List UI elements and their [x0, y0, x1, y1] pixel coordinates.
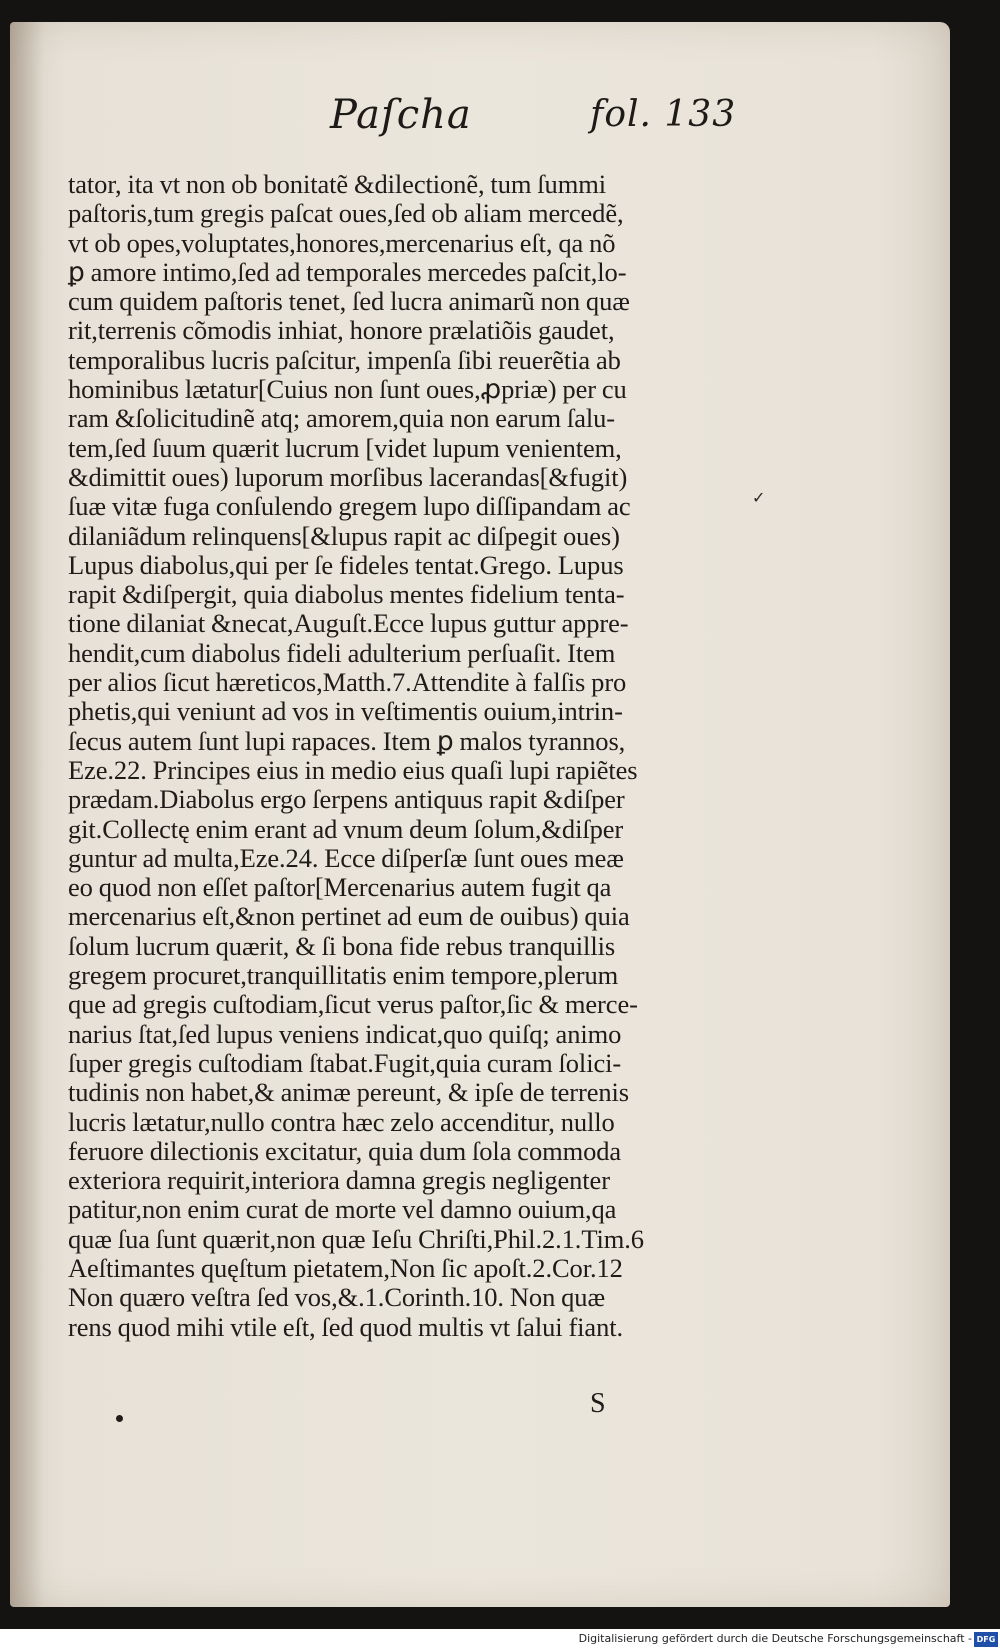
- text-line: mercenarius eſt,&non pertinet ad eum de ouibus) quia: [68, 901, 630, 932]
- text-line: cum quidem paſtoris tenet, ſed lucra animarũ non quæ: [68, 286, 630, 317]
- text-line: prædam.Diabolus ergo ſerpens antiquus rapit &diſper: [68, 784, 625, 815]
- text-line: &dimittit oues) luporum morſibus lacerandas[&fugit): [68, 461, 628, 492]
- text-line: patitur,non enim curat de morte vel damno ouium,qa: [68, 1194, 617, 1225]
- text-line: per alios ſicut hæreticos,Matth.7.Attendite à falſis pro: [68, 667, 627, 698]
- text-line: feruore dilectionis excitatur, quia dum ſola commoda: [68, 1135, 622, 1166]
- text-line: dilaniãdum relinquens[&lupus rapit ac diſpegit oues): [68, 520, 620, 551]
- ink-dot: [116, 1415, 123, 1422]
- text-line: que ad gregis cuſtodiam,ſicut verus paſtor,ſic & merce-: [68, 989, 638, 1020]
- dfg-logo-icon: DFG: [974, 1632, 998, 1647]
- folio-number: fol. 133: [590, 94, 737, 135]
- text-line: tator, ita vt non ob bonitatẽ &dilectionẽ, tum ſummi: [68, 169, 606, 199]
- text-line: lucris lætatur,nullo contra hæc zelo accenditur, nullo: [68, 1106, 615, 1137]
- running-head-title: Paſcha: [330, 92, 472, 138]
- text-line: rit,terrenis cõmodis inhiat, honore prælatiõis gaudet,: [68, 315, 615, 346]
- body-text: [68, 170, 748, 1342]
- digitization-footer: [0, 1629, 1000, 1651]
- text-line: Aeſtimantes quęſtum pietatem,Non ſic apoſt.2.Cor.12: [68, 1252, 623, 1283]
- text-line: paſtoris,tum gregis paſcat oues,ſed ob aliam mercedẽ,: [68, 198, 624, 229]
- text-line: ꝑ amore intimo,ſed ad temporales mercedes paſcit,lo-: [68, 256, 627, 287]
- margin-mark: ✓: [752, 488, 766, 507]
- text-line: phetis,qui veniunt ad vos in veſtimentis ouium,intrin-: [68, 696, 623, 727]
- text-line: ſuper gregis cuſtodiam ſtabat.Fugit,quia curam ſolici-: [68, 1047, 622, 1078]
- text-line: eo quod non eſſet paſtor[Mercenarius autem fugit qa: [68, 872, 612, 903]
- text-line: rens quod mihi vtile eſt, ſed quod multis vt ſalui fiant.: [68, 1311, 624, 1342]
- text-line: rapit &diſpergit, quia diabolus mentes fidelium tenta-: [68, 579, 625, 610]
- text-line: narius ſtat,ſed lupus veniens indicat,quo quiſq; animo: [68, 1018, 622, 1049]
- text-line: hominibus lætatur[Cuius non ſunt oues,ꝓpriæ) per cu: [68, 374, 627, 405]
- text-line: Eze.22. Principes eius in medio eius quaſi lupi rapiẽtes: [68, 754, 638, 785]
- text-line: ſolum lucrum quærit, & ſi bona fide rebus tranquillis: [68, 930, 616, 961]
- text-line: git.Collectę enim erant ad vnum deum ſolum,&diſper: [68, 813, 624, 844]
- text-line: Lupus diabolus,qui per ſe fideles tentat.Grego. Lupus: [68, 549, 624, 580]
- text-line: ſuæ vitæ fuga conſulendo gregem lupo diſſipandam ac: [68, 491, 631, 522]
- signature-mark: S: [590, 1388, 606, 1419]
- text-line: tudinis non habet,& animæ pereunt, & ipſe de terrenis: [68, 1077, 629, 1108]
- text-line: guntur ad multa,Eze.24. Ecce diſperſæ ſunt oues meæ: [68, 842, 624, 873]
- text-line: hendit,cum diabolus fideli adulterium perſuaſit. Item: [68, 637, 616, 668]
- text-line: exteriora requirit,interiora damna gregis negligenter: [68, 1165, 610, 1196]
- text-line: ſecus autem ſunt lupi rapaces. Item ꝑ malos tyrannos,: [68, 725, 626, 756]
- book-page: [10, 22, 950, 1607]
- text-line: tem,ſed ſuum quærit lucrum [videt lupum venientem,: [68, 432, 622, 463]
- text-line: temporalibus lucris paſcitur, impenſa ſibi reuerẽtia ab: [68, 344, 621, 375]
- text-line: tione dilaniat &necat,Auguſt.Ecce lupus guttur appre-: [68, 608, 629, 639]
- text-line: Non quæro veſtra ſed vos,&.1.Corinth.10. Non quæ: [68, 1282, 606, 1313]
- text-line: gregem procuret,tranquillitatis enim tempore,plerum: [68, 960, 619, 991]
- footer-credit: Digitalisierung gefördert durch die Deutsche Forschungsgemeinschaft -: [578, 1632, 972, 1645]
- text-line: vt ob opes,voluptates,honores,mercenarius eſt, qa nõ: [68, 227, 616, 258]
- text-line: quæ ſua ſunt quærit,non quæ Ieſu Chriſti,Phil.2.1.Tim.6: [68, 1223, 644, 1254]
- text-line: ram &ſolicitudinẽ atq; amorem,quia non earum ſalu-: [68, 403, 615, 434]
